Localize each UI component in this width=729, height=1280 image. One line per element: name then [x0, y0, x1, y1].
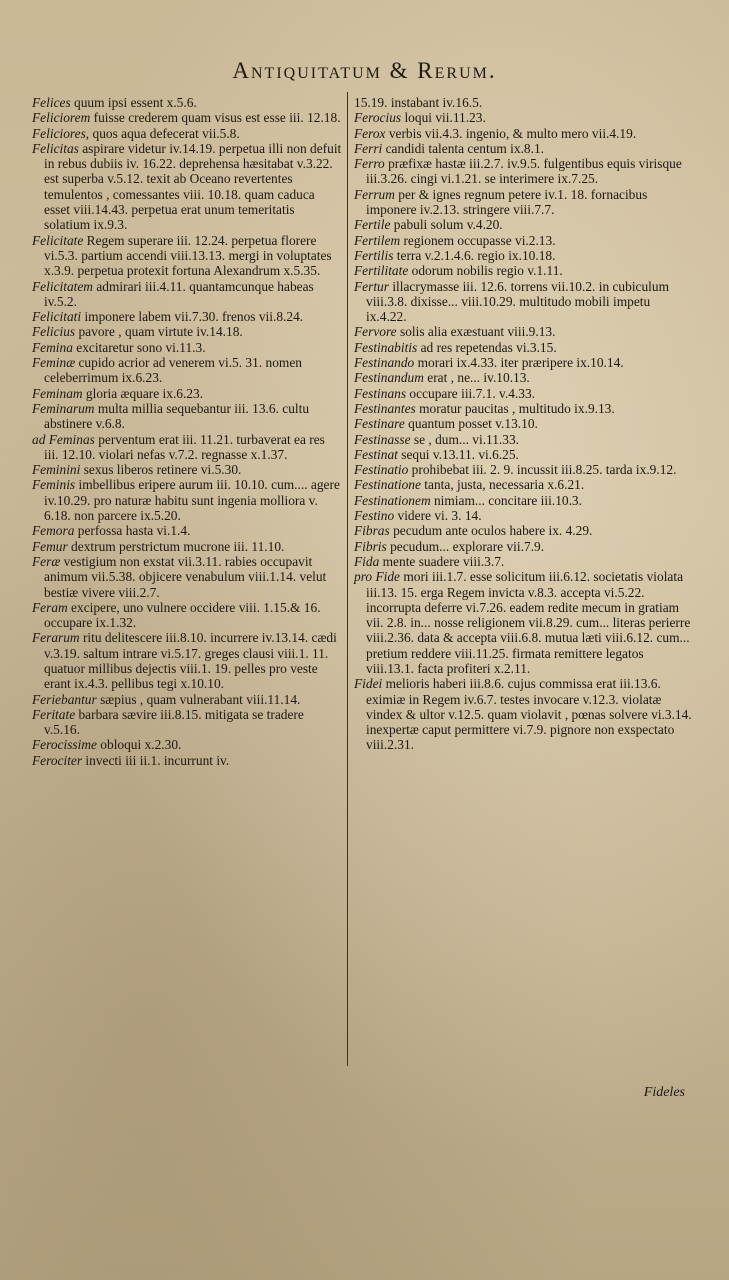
entry-headword: Fervore [354, 324, 397, 340]
index-entry [32, 707, 342, 738]
entry-headword: Fida [354, 553, 380, 569]
entry-headword: Festinationem [354, 492, 431, 508]
index-entry [354, 462, 694, 477]
index-entry [32, 554, 342, 600]
entry-headword: Felicius [32, 324, 76, 340]
entry-references: imponere labem vii.7.30. frenos vii.8.24. [81, 309, 304, 325]
entry-headword: Femur [32, 538, 68, 554]
entry-references: odorum nobilis regio v.1.11. [408, 263, 563, 279]
entry-headword: ad Feminas [32, 431, 95, 447]
entry-headword: Ferrum [354, 186, 395, 202]
entry-references: sexus liberos retinere vi.5.30. [80, 462, 242, 478]
entry-headword: Feram [32, 599, 68, 615]
entry-headword: Fibris [354, 538, 387, 554]
index-entry [354, 416, 694, 431]
index-entry [32, 386, 342, 401]
entry-references: admirari iii.4.11. quantamcunque habeas iv.5.2. [44, 278, 314, 309]
entry-references: barbara sævire iii.8.15. mitigata se tradere v.5.16. [44, 706, 304, 738]
entry-headword: Feræ [32, 553, 61, 569]
entry-references: mori iii.1.7. esse solicitum iii.6.12. societatis violata iii.13. 15. erga Regem invicta v.8.3. accepta vi.5.22. incorrupta deferre vi.7.26. eadem redite mecum in gratiam vii. 2.8. in... nosse religionem vii.8.29. cum... literas perierre viii.2.36. data & accepta viii.6.8. mutua læti viii.6.12. cum... pretium reddere viii.11.25. firmata remittere legatos viii.13.1. facta profiteri x.2.11. [366, 569, 691, 676]
entry-headword: Feminam [32, 385, 83, 401]
entry-references: sequi v.13.11. vi.6.25. [397, 446, 519, 462]
entry-references: tanta, justa, necessaria x.6.21. [420, 477, 585, 493]
entry-headword: pro Fide [354, 569, 400, 585]
entry-references: erat , ne... iv.10.13. [423, 370, 530, 386]
entry-headword: Feritate [32, 706, 76, 722]
index-entry [32, 432, 342, 463]
entry-references: cupido acrior ad venerem vi.5. 31. nomen celeberrimum ix.6.23. [44, 355, 302, 386]
index-entry [32, 523, 342, 538]
entry-headword: Ferocissime [32, 737, 97, 753]
index-entry [32, 477, 342, 523]
entry-headword: Fibras [354, 523, 390, 539]
entry-headword: Ferarum [32, 630, 80, 646]
index-entry [32, 462, 342, 477]
entry-references: terra v.2.1.4.6. regio ix.10.18. [393, 247, 556, 263]
index-entry [32, 279, 342, 310]
entry-references: morari ix.4.33. iter præripere ix.10.14. [414, 355, 624, 371]
entry-headword: Ferri [354, 140, 383, 156]
index-entry [32, 95, 342, 110]
entry-headword: Festinare [354, 416, 405, 432]
index-entry [354, 508, 694, 523]
index-entry [32, 340, 342, 355]
entry-headword: Festinabitis [354, 339, 418, 355]
entry-references: Regem superare iii. 12.24. perpetua florere vi.5.3. partium accendi viii.13.13. mergi in voluptates x.3.9. perpetua protexit fortuna Alexandrum x.5.35. [44, 232, 332, 279]
entry-headword: Fertilem [354, 232, 401, 248]
entry-references: præfixæ hastæ iii.2.7. iv.9.5. fulgentibus equis virisque iii.3.26. cingi vi.1.21. se interimere ix.7.25. [366, 156, 682, 187]
entry-headword: Femora [32, 523, 75, 539]
entry-references: dextrum perstrictum mucrone iii. 11.10. [67, 538, 285, 554]
entry-references: gloria æquare ix.6.23. [82, 385, 204, 401]
entry-headword: Fertile [354, 217, 391, 233]
entry-headword: Festinatione [354, 477, 421, 493]
index-entry [354, 447, 694, 462]
entry-references: ad res repetendas vi.3.15. [417, 339, 557, 355]
entry-headword: Festinatio [354, 462, 409, 478]
index-entry [32, 401, 342, 432]
entry-references: videre vi. 3. 14. [394, 508, 482, 524]
entry-references: solis alia exæstuant viii.9.13. [396, 324, 556, 340]
entry-headword: Festinans [354, 385, 407, 401]
index-entry [32, 110, 342, 125]
entry-references: ritu delitescere iii.8.10. incurrere iv.13.14. cædi v.3.19. saltum intrare vi.5.17. greges clausi viii.1. 11. quatuor millibus dejectis viii.1. 19. pelles pro veste erant ix.4.3. pellibus tegi x.10.10. [44, 630, 337, 692]
index-entry [32, 539, 342, 554]
entry-headword: Feliciorem [32, 110, 91, 126]
index-entry [354, 432, 694, 447]
entry-references: moratur paucitas , multitudo ix.9.13. [415, 400, 615, 416]
index-entry [354, 477, 694, 492]
entry-headword: Felicitate [32, 232, 84, 248]
entry-references: occupare iii.7.1. v.4.33. [406, 385, 535, 401]
index-entry [354, 110, 694, 125]
entry-references: verbis vii.4.3. ingenio, & multo mero vii.4.19. [385, 125, 637, 141]
entry-headword: Festinasse [354, 431, 411, 447]
entry-references: prohibebat iii. 2. 9. incussit iii.8.25. tarda ix.9.12. [408, 462, 677, 478]
entry-references: per & ignes regnum petere iv.1. 18. fornacibus imponere iv.2.13. stringere viii.7.7. [366, 186, 648, 218]
index-entry [354, 233, 694, 248]
entry-headword: Ferox [354, 125, 386, 141]
index-entry [32, 355, 342, 386]
entry-references: vestigium non exstat vii.3.11. rabies occupavit animum vii.5.38. objicere venabulum viii.1.14. velut bestiæ vivere viii.2.7. [44, 553, 327, 600]
index-entry [354, 370, 694, 385]
entry-headword: Feliciores [32, 125, 86, 141]
entry-references: se , dum... vi.11.33. [410, 431, 520, 447]
index-entry [354, 324, 694, 339]
entry-references: pavore , quam virtute iv.14.18. [75, 324, 243, 340]
entry-headword: Fertilis [354, 247, 394, 263]
entry-headword: Feminæ [32, 355, 76, 371]
entry-references: multa millia sequebantur iii. 13.6. cultu abstinere v.6.8. [44, 400, 310, 432]
left-column [32, 95, 342, 768]
entry-references: perventum erat iii. 11.21. turbaverat ea res iii. 12.10. violari nefas v.7.2. regnasse x.1.37. [44, 431, 325, 462]
entry-references: fuisse crederem quam visus est esse iii. 12.18. [90, 110, 341, 126]
entry-references: regionem occupasse vi.2.13. [400, 232, 556, 248]
entry-headword: Felices [32, 95, 71, 110]
index-entry [354, 569, 694, 676]
entry-references: quum ipsi essent x.5.6. [70, 95, 197, 110]
entry-references: sæpius , quam vulnerabant viii.11.14. [96, 691, 301, 707]
entry-headword: Festinando [354, 355, 415, 371]
column-divider [347, 92, 348, 1066]
index-entry [354, 263, 694, 278]
entry-references: pecudum... explorare vii.7.9. [386, 538, 545, 554]
entry-headword: Feminarum [32, 400, 95, 416]
entry-references: imbellibus eripere aurum iii. 10.10. cum.... agere iv.10.29. pro naturæ habitu sunt ingenia molliora v. 6.18. non parcere ix.5.20. [44, 477, 340, 524]
index-entry [32, 309, 342, 324]
index-entry [32, 233, 342, 279]
entry-references: invecti iii ii.1. incurrunt iv. [82, 752, 230, 768]
index-entry [354, 217, 694, 232]
index-entry [354, 554, 694, 569]
entry-headword: Feminis [32, 477, 76, 493]
entry-references: loqui vii.11.23. [401, 110, 486, 126]
index-entry [354, 156, 694, 187]
entry-headword: Feriebantur [32, 691, 97, 707]
index-entry [354, 141, 694, 156]
index-entry [32, 141, 342, 233]
index-entry [32, 600, 342, 631]
right-column [354, 95, 694, 753]
entry-references: quantum posset v.13.10. [404, 416, 538, 432]
entry-references: mente suadere viii.3.7. [379, 553, 505, 569]
entry-references: pabuli solum v.4.20. [390, 217, 503, 233]
entry-headword: Felicitas [32, 140, 79, 156]
entry-headword: Ferro [354, 156, 385, 172]
index-entry [354, 523, 694, 538]
entry-references: 15.19. instabant iv.16.5. [354, 95, 483, 110]
index-entry [354, 493, 694, 508]
running-header: Antiquitatum & Rerum. [232, 58, 497, 83]
index-entry [354, 340, 694, 355]
entry-headword: Femina [32, 339, 73, 355]
index-entry [32, 126, 342, 141]
entry-references: excipere, uno vulnere occidere viii. 1.15.& 16. occupare ix.1.32. [44, 599, 321, 631]
index-entry [354, 279, 694, 325]
entry-headword: Ferocius [354, 110, 402, 126]
entry-headword: Festinat [354, 446, 398, 462]
entry-references: perfossa hasta vi.1.4. [74, 523, 191, 539]
entry-headword: Ferociter [32, 752, 83, 768]
entry-references: , quos aqua defecerat vii.5.8. [85, 125, 240, 141]
entry-references: candidi talenta centum ix.8.1. [382, 140, 545, 156]
entry-references: aspirare videtur iv.14.19. perpetua illi non defuit in rebus dubiis iv. 16.22. deprehensa hæsitabat v.3.22. est superba v.5.12. texit ab Oceano revertentes temulentos , comessantes viii. 10.18. quam caduca esset viii.14.43. perpetua erat unum temeritatis solatium ix.9.3. [44, 140, 342, 233]
index-entry [32, 737, 342, 752]
entry-headword: Fertur [354, 278, 389, 294]
entry-references: excitaretur sono vi.11.3. [72, 339, 206, 355]
entry-headword: Feminini [32, 462, 81, 478]
entry-headword: Fertilitate [354, 263, 409, 279]
entry-headword: Fidei [354, 676, 383, 692]
entry-headword: Felicitatem [32, 278, 93, 294]
index-entry [32, 630, 342, 691]
index-entry [354, 539, 694, 554]
entry-headword: Festinandum [354, 370, 424, 386]
index-entry [354, 95, 694, 110]
catchword: Fideles [643, 1085, 685, 1100]
index-entry [354, 401, 694, 416]
index-entry [32, 753, 342, 768]
index-entry [354, 187, 694, 218]
index-entry [354, 386, 694, 401]
entry-headword: Felicitati [32, 309, 82, 325]
entry-references: obloqui x.2.30. [96, 737, 182, 753]
entry-headword: Festino [354, 508, 395, 524]
entry-references: pecudum ante oculos habere ix. 4.29. [389, 523, 593, 539]
index-entry [354, 126, 694, 141]
index-entry [354, 676, 694, 752]
entry-references: illacrymasse iii. 12.6. torrens vii.10.2. in cubiculum viii.3.8. dixisse... viii.10.29. multitudo mobili impetu ix.4.22. [366, 278, 670, 325]
entry-references: melioris haberi iii.8.6. cujus commissa erat iii.13.6. eximiæ in Regem iv.6.7. testes invocare v.12.3. violatæ vindex & ultor v.12.5. quam violavit , pœnas solvere vi.3.14. inexpertæ caput permittere vi.7.9. pignore non exspectato viii.2.31. [366, 676, 692, 753]
entry-headword: Festinantes [354, 400, 416, 416]
entry-references: nimiam... concitare iii.10.3. [430, 492, 582, 508]
index-entry [32, 324, 342, 339]
index-entry [354, 248, 694, 263]
index-entry [32, 692, 342, 707]
index-entry [354, 355, 694, 370]
